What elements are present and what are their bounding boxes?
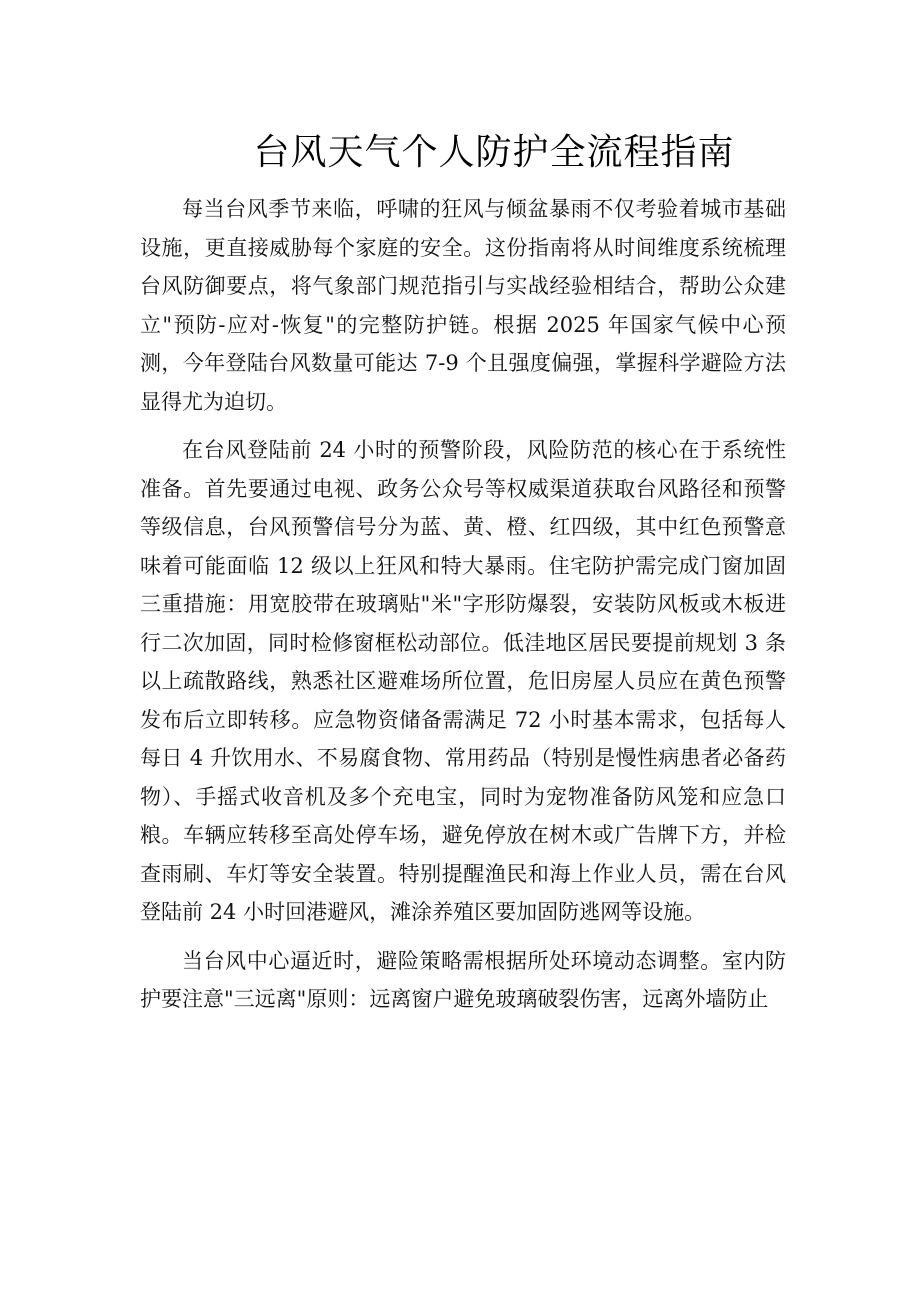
document-title: 台风天气个人防护全流程指南 [253, 132, 735, 173]
paragraph-intro: 每当台风季节来临，呼啸的狂风与倾盆暴雨不仅考验着城市基础设施，更直接威胁每个家庭的安全。这份指南将从时间维度系统梳理台风防御要点，将气象部门规范指引与实战经验相结合，帮助公众建立"预防-应对-恢复"的完整防护链。根据 2025 年国家气候中心预测，今年登陆台风数量可能达 7-9 个且强度偏强，掌握科学避险方法显得尤为迫切。 [140, 197, 786, 414]
paragraph-approach: 当台风中心逼近时，避险策略需根据所处环境动态调整。室内防护要注意"三远离"原则：远离窗户避免玻璃破裂伤害，远离外墙防止 [140, 948, 786, 1011]
document-body [140, 190, 786, 1029]
paragraph-pre-landing: 在台风登陆前 24 小时的预警阶段，风险防范的核心在于系统性准备。首先要通过电视、政务公众号等权威渠道获取台风路径和预警等级信息，台风预警信号分为蓝、黄、橙、红四级，其中红色预警意味着可能面临 12 级以上狂风和特大暴雨。住宅防护需完成门窗加固三重措施：用宽胶带在玻璃贴"米"字形防爆裂，安装防风板或木板进行二次加固，同时检修窗框松动部位。低洼地区居民要提前规划 3 条以上疏散路线，熟悉社区避难场所位置，危旧房屋人员应在黄色预警发布后立即转移。应急物资储备需满足 72 小时基本需求，包括每人每日 4 升饮用水、不易腐食物、常用药品（特别是慢性病患者必备药物）、手摇式收音机及多个充电宝，同时为宠物准备防风笼和应急口粮。车辆应转移至高处停车场，避免停放在树木或广告牌下方，并检查雨刷、车灯等安全装置。特别提醒渔民和海上作业人员，需在台风登陆前 24 小时回港避风，滩涂养殖区要加固防逃网等设施。 [140, 438, 786, 924]
